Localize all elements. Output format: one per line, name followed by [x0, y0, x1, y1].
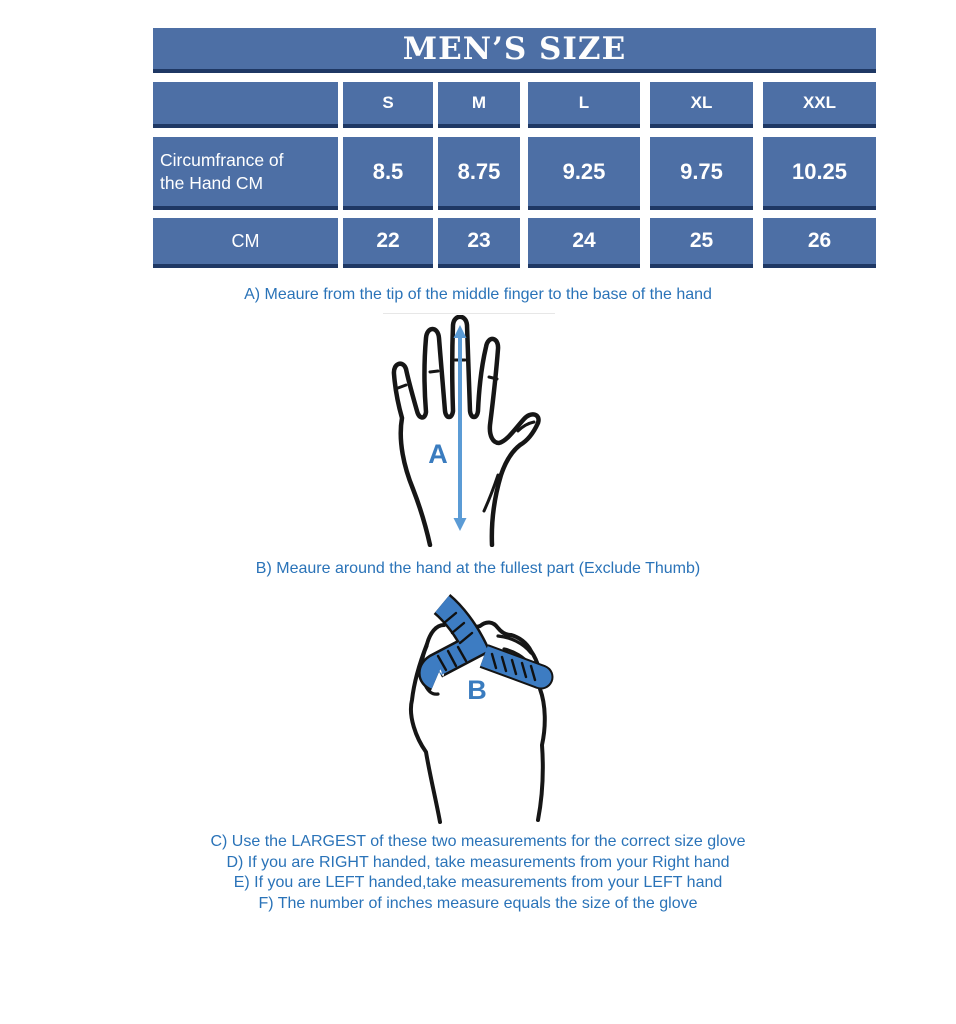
- instruction-f: F) The number of inches measure equals the size of the glove: [258, 894, 698, 912]
- cm-value-xxl: 26: [763, 218, 876, 268]
- size-header-empty-cell: [153, 82, 338, 128]
- circumference-value-xl: 9.75: [650, 137, 753, 210]
- cm-value-xl: 25: [650, 218, 753, 268]
- instruction-b: B) Meaure around the hand at the fullest part (Exclude Thumb): [255, 560, 701, 577]
- hand-diagram-b: [400, 592, 570, 832]
- diagram-b-marker: B: [467, 675, 487, 705]
- circumference-row: [153, 137, 876, 210]
- size-header-m: M: [438, 82, 520, 128]
- circumference-value-s: 8.5: [343, 137, 433, 210]
- diagram-a-marker: A: [428, 439, 448, 469]
- circumference-value-xxl: 10.25: [763, 137, 876, 210]
- table-title-bar: [153, 28, 876, 73]
- cm-row: [153, 218, 876, 268]
- circumference-row-label-cell: [153, 137, 338, 210]
- instructions-c-f: [0, 832, 956, 914]
- size-header-s: S: [343, 82, 433, 128]
- instruction-c: C) Use the LARGEST of these two measurements for the correct size glove: [210, 833, 746, 850]
- circumference-row-label: Circumfrance of the Hand CM: [160, 149, 284, 193]
- size-header-row: [153, 82, 876, 128]
- circumference-value-m: 8.75: [438, 137, 520, 210]
- cm-value-l: 24: [528, 218, 640, 268]
- instruction-e: E) If you are LEFT handed,take measurements from your LEFT hand: [233, 874, 723, 891]
- hand-diagram-a: [383, 313, 555, 552]
- instruction-a: A) Meaure from the tip of the middle finger to the base of the hand: [244, 286, 712, 303]
- fist-icon: [400, 592, 570, 827]
- size-header-l: L: [528, 82, 640, 128]
- cm-value-m: 23: [438, 218, 520, 268]
- cm-value-s: 22: [343, 218, 433, 268]
- table-title: MEN’S SIZE: [402, 30, 627, 67]
- cm-row-label-cell: [153, 218, 338, 268]
- size-header-xl: XL: [650, 82, 753, 128]
- size-header-xxl: XXL: [763, 82, 876, 128]
- open-hand-icon: [383, 315, 555, 547]
- instruction-d: D) If you are RIGHT handed, take measurements from your Right hand: [226, 853, 730, 871]
- circumference-value-l: 9.25: [528, 137, 640, 210]
- cm-row-label: CM: [231, 230, 260, 251]
